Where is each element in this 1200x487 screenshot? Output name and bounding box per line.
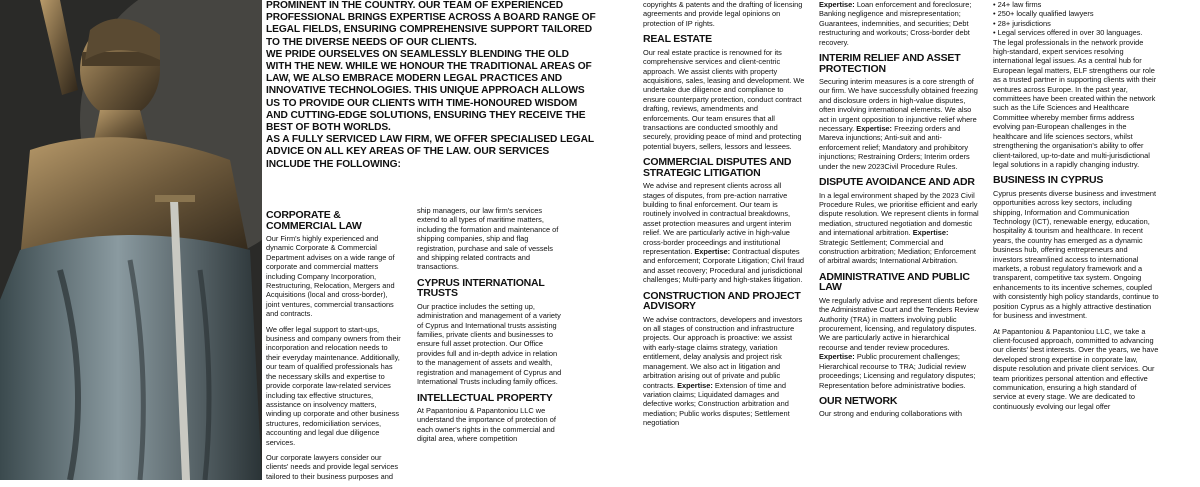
expertise-text: Public procurement challenges; Hierarchical recourse to TRA; Judicial review proceedings; Licensing and regulatory disputes; Representation before administrative bodies. [819,352,976,390]
body-paragraph [819,191,979,266]
expertise-label: Expertise: [819,0,855,9]
column-trusts-ip [417,206,562,450]
intro-paragraph: AS A FULLY SERVICED LAW FIRM, WE OFFER SPECIALISED LEGAL ADVICE ON ALL KEY AREAS OF THE LAW. OUR SERVICES INCLUDE THE FOLLOWING: [266,134,594,170]
intro-paragraph: WE PRIDE OURSELVES ON SEAMLESSLY BLENDING THE OLD WITH THE NEW. WHILE WE HONOUR THE TRADITIONAL AREAS OF LAW, WE ALSO EMBRACE MODERN LEGAL PRACTICES AND INNOVATIVE TECHNOLOGIES. THIS UNIQUE APPROACH ALLOWS US TO PROVIDE OUR CLIENTS WITH TIME-HONOURED WISDOM AND CUTTING-EDGE SOLUTIONS, ENSURING THEY RECEIVE THE BEST OF BOTH WORLDS. [266,48,592,134]
list-item: • 28+ jurisdictions [993,18,1051,28]
section-heading: BUSINESS IN CYPRUS [993,174,1104,187]
expertise-label: Expertise: [694,247,731,257]
section-heading: INTERIM RELIEF AND ASSET PROTECTION [819,52,961,75]
column-relief-adr-admin [819,0,979,425]
column-network-business [993,0,1159,417]
section-heading: CONSTRUCTION AND PROJECT ADVISORY [643,289,801,313]
lady-justice-photo [0,0,262,480]
column-real-estate-disputes [643,0,805,434]
body-text: Securing interim measures is a core strength of our firm. We have successfully obtained freezing and disclosure orders in high-value disputes, often involving international elements. We also act in urgent opposition to injunctive relief where necessary. [819,77,978,134]
body-paragraph: Our real estate practice is renowned for its comprehensive services and client-centric approach. We assist clients with property acquisitions, sales, leasing and development. We undertake due diligence and compliance to ensure counterparty protection, conduct contract drafting, reviews, amendments and enforcements. Our team ensures that all transactions are conducted smoothly and securely, providing peace of mind and protecting potential buyers, sellers, lessors and lessees. [643,47,805,151]
body-paragraph: Our practice includes the setting up, administration and management of a variety of Cyprus and International trusts assisting families, private clients and businesses to ensure full asset protection. Our Office provides full and in-depth advice in relation to the management of assets and wealth, registration and management of Cyprus and International Trusts including family offices. [417,301,562,387]
body-paragraph: Cyprus presents diverse business and investment opportunities across key sectors, including shipping, Information and Communication Technology (ICT), renewable energy, education, hospitality & tourism and healthcare. In recent years, the country has emerged as a dynamic business hub, offering entrepreneurs and investors streamlined access to international markets, a robust regulatory framework and a transparent, competitive tax system. Ongoing enhancements to its incentive schemes, coupled with consistently high policy standards, continue to position Cyprus as a highly attractive destination for business and investment. [993,188,1159,321]
expertise-label: Expertise: [856,124,893,134]
list-item: • Legal services offered in over 30 languages. [993,28,1143,38]
intro-block [266,0,596,171]
body-paragraph: We offer legal support to start-ups, business and company owners from their incorporation and relocation needs to their everyday maintenance. Additionally, our team of qualified professionals has the necessary skills and expertise to provide corporate law-related services including tax effective structures, assistance on insolvency matters, winding up corporate and other business structures, redomiciliation services, accounting and legal due diligence services. [266,324,401,447]
body-paragraph: At Papantoniou & Papantoniou LLC we understand the importance of protection of each owner's rights in the commercial and digital area, where competition [417,406,556,444]
section-heading: INTELLECTUAL PROPERTY [417,391,553,404]
section-heading: ADMINISTRATIVE AND PUBLIC LAW [819,270,970,294]
body-paragraph [643,315,805,428]
section-heading: DISPUTE AVOIDANCE AND ADR [819,176,975,189]
body-paragraph: ship managers, our law firm's services extend to all types of maritime matters, including the formation and maintenance of shipping companies, ship and flag registration, purchase and sale of vessels and shipping related contracts and transactions. [417,206,559,272]
body-text: We advise and represent clients across all stages of disputes, from pre-action narrative building to final enforcement. Our team is routinely involved in contractual breakdowns, asset protection measures and urgent interim relief. We are particularly active in high-value cross-border proceedings and institutional representation. [643,181,792,257]
section-heading: COMMERCIAL DISPUTES AND STRATEGIC LITIGATION [643,156,792,179]
expertise-label: Expertise: [819,352,855,362]
body-paragraph [819,0,979,47]
list-item: • 24+ law firms [993,0,1042,9]
expertise-text: Loan enforcement and foreclosure; Banking negligence and misrepresentation; Guarantees, indemnities, and securities; Debt restructuring and workouts; Cross-border debt recovery. [819,0,972,47]
body-text: We regularly advise and represent clients before the Administrative Court and the Tenders Review Authority (TRA) in matters involving public procurement, licensing, and regulatory disputes. We are particularly active in hierarchical recourse and tender review procedures. [819,295,979,352]
body-paragraph: Our Firm's highly experienced and dynamic Corporate & Commercial Department advises on a wide range of corporate and commercial matters including Company Incorporation, Restructuring, Relocation, Mergers and Acquisitions (local and cross-border), joint ventures, commercial transactions and contracts. [266,234,395,319]
expertise-text: Contractual disputes and enforcement; Corporate Litigation; Civil fraud and asset recovery; Procedural and jurisdictional challenges; Multi-party and high-stakes litigation. [643,247,805,285]
section-heading: CYPRUS INTERNATIONAL TRUSTS [417,276,545,300]
body-paragraph: copyrights & patents and the drafting of licensing agreements and provide legal opinions on protection of IP rights. [643,0,803,28]
section-heading: REAL ESTATE [643,33,712,46]
section-heading: OUR NETWORK [819,394,898,407]
statue-illustration [0,0,262,480]
body-paragraph [643,181,805,284]
expertise-label: Expertise: [677,380,713,390]
list-item: • 250+ locally qualified lawyers [993,9,1094,19]
expertise-text: Extension of time and variation claims; Liquidated damages and defective works; Construction arbitration and mediation; Public works disputes; Settlement negotiation [643,380,790,428]
expertise-text: Freezing orders and Mareva injunctions; Anti-suit and anti-enforcement relief; Mandatory and prohibitory injunctions; Restraining Orders; Interim orders under the new 2023Civil Procedure Rules. [819,124,970,171]
body-paragraph [819,296,979,390]
expertise-text: Strategic Settlement; Commercial and construction arbitration; Mediation; Enforcement of arbitral awards; International Arbitration. [819,237,976,266]
intro-paragraph: PROMINENT IN THE COUNTRY. OUR TEAM OF EXPERIENCED PROFESSIONAL BRINGS EXPERTISE ACROSS A BOARD RANGE OF LEGAL FIELDS, ENSURING COMPREHENSIVE SUPPORT TAILORED TO THE DIVERSE NEEDS OF OUR CLIENTS. [266,0,596,48]
section-heading: CORPORATE & COMMERCIAL LAW [266,209,362,232]
body-paragraph: Our strong and enduring collaborations with [819,409,962,419]
body-paragraph: The legal professionals in the network provide high-standard, expert services resolving international legal issues. As a central hub for European legal matters, ELF strengthens our role as a trusted partner in supporting clients with their ventures across Europe. In the past year, committees have been created within the network such as the Life Sciences and Healthcare Committee whereby member firms address evolving pan-European challenges in the healthcare and life sciences sectors, whilst strengthening the organisation's ability to offer client-tailored, up-to-date and multi-jurisdictional legal solutions in a rapidly changing industry. [993,37,1157,169]
expertise-label: Expertise: [912,228,949,238]
body-paragraph [819,77,979,171]
column-corporate [266,204,403,487]
body-paragraph: At Papantoniou & Papantoniou LLC, we take a client-focused approach, committed to advancing our clients' best interests. Over the years, we have developed strong expertise in corporate law, dispute resolution and private client services. Our team prioritizes personal attention and effective communication, ensuring a high standard of service at every stage. We are dedicated to continuously evolving our legal offer [993,326,1159,411]
network-stats-list [993,0,1159,38]
body-text: We advise contractors, developers and investors on all stages of construction and infrastructure projects. Our approach is proactive: we assist with early-stage claims strategy, variation entitlement, delay analysis and project risk management. We also act in litigation and arbitration arising out of private and public contracts. [643,314,803,390]
body-paragraph: Our corporate lawyers consider our clients' needs and provide legal services tailored to their business purposes and [266,452,399,481]
body-text: In a legal environment shaped by the 2023 Civil Procedure Rules, we prioritise efficient and early dispute resolution. We represent clients in formal mediation, structured negotiation and domestic and international arbitration. [819,190,979,238]
